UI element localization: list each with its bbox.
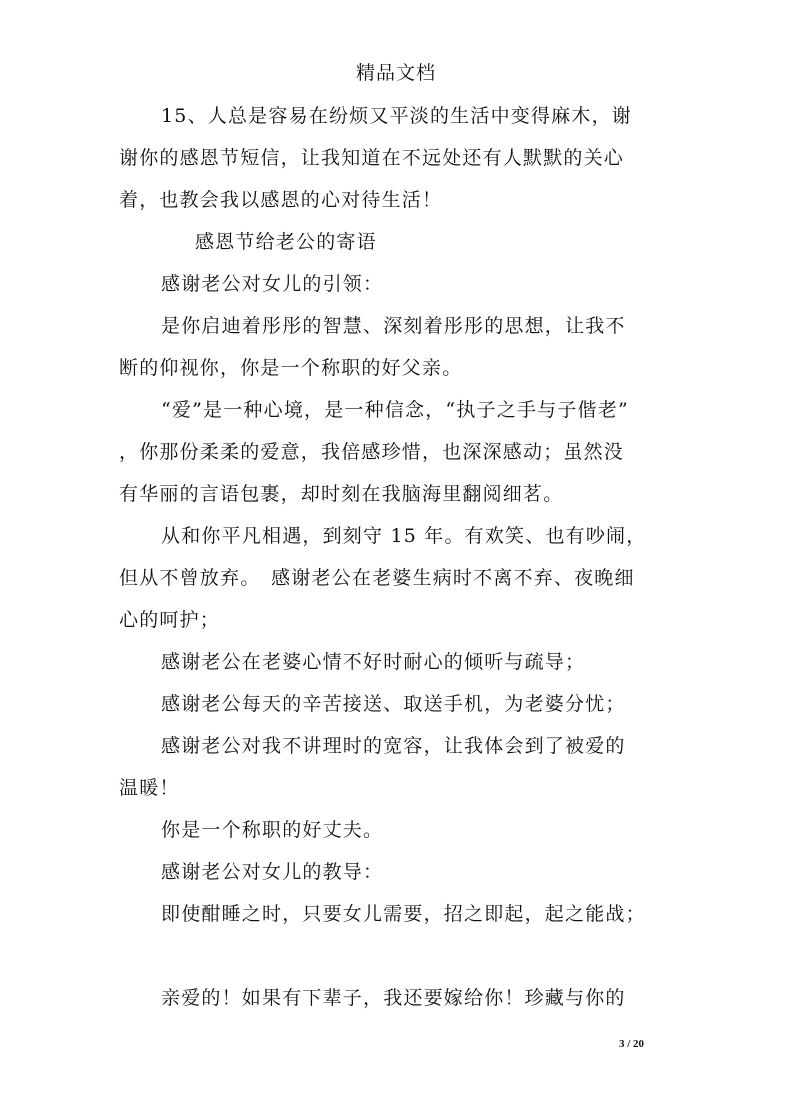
paragraph-line: 感谢老公对女儿的教导： bbox=[161, 861, 384, 883]
paragraph-line: 即使酣睡之时，只要女儿需要，招之即起，起之能战； bbox=[161, 903, 646, 925]
paragraph-line: 有华丽的言语包裹，却时刻在我脑海里翻阅细茗。 bbox=[119, 483, 564, 505]
paragraph-line: 是你启迪着彤彤的智慧、深刻着彤彤的思想，让我不 bbox=[161, 315, 626, 337]
paragraph-line: 着，也教会我以感恩的心对待生活！ bbox=[119, 189, 443, 211]
paragraph-line: 从和你平凡相遇，到刻守 15 年。有欢笑、也有吵闹， bbox=[161, 525, 647, 547]
section-heading: 感恩节给老公的寄语 bbox=[195, 231, 377, 253]
paragraph-line: 感谢老公对我不讲理时的宽容，让我体会到了被爱的 bbox=[161, 735, 626, 757]
paragraph-line: 感谢老公每天的辛苦接送、取送手机，为老婆分忧； bbox=[161, 693, 626, 715]
paragraph-line: 温暖！ bbox=[119, 777, 180, 799]
paragraph-line: 谢你的感恩节短信，让我知道在不远处还有人默默的关心 bbox=[119, 147, 625, 169]
paragraph-line: 断的仰视你，你是一个称职的好父亲。 bbox=[119, 357, 463, 379]
paragraph-line: 15、人总是容易在纷烦又平淡的生活中变得麻木，谢 bbox=[161, 105, 632, 127]
paragraph-line: 感谢老公对女儿的引领： bbox=[161, 273, 384, 295]
paragraph-line: “爱”是一种心境，是一种信念，“执子之手与子偕老” bbox=[161, 399, 629, 421]
page-header: 精品文档 bbox=[355, 62, 436, 84]
paragraph-line: 感谢老公在老婆心情不好时耐心的倾听与疏导； bbox=[161, 651, 586, 673]
page-number: 3 / 20 bbox=[619, 1038, 645, 1050]
paragraph-line: 但从不曾放弃。 感谢老公在老婆生病时不离不弃、夜晚细 bbox=[119, 567, 635, 589]
paragraph-line: 你是一个称职的好丈夫。 bbox=[161, 819, 384, 841]
paragraph-line: 亲爱的！如果有下辈子，我还要嫁给你！珍藏与你的 bbox=[161, 987, 626, 1009]
paragraph-line: ，你那份柔柔的爱意，我倍感珍惜，也深深感动；虽然没 bbox=[119, 441, 625, 463]
paragraph-line: 心的呵护； bbox=[119, 609, 221, 631]
